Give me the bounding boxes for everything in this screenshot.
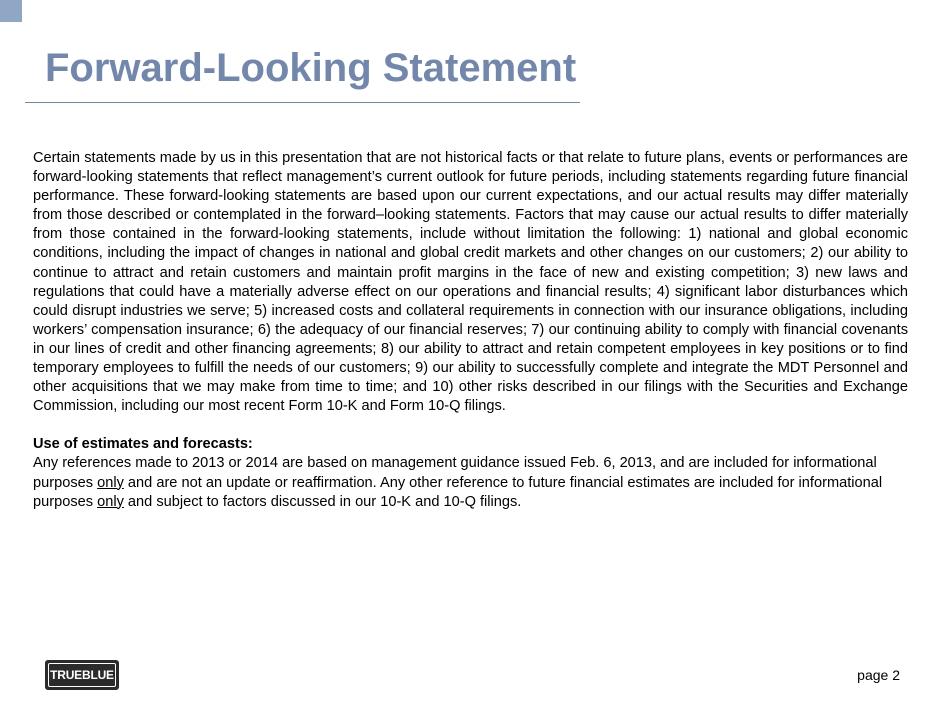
- slide-title: Forward-Looking Statement: [45, 46, 577, 90]
- estimates-heading: Use of estimates and forecasts:: [33, 436, 253, 453]
- title-divider: [25, 102, 580, 103]
- estimates-text-part2: and are not an update or reaffirmation. Any other reference to future financial estimates are included for informational purposes: [33, 474, 883, 510]
- estimates-emphasis-only-2: only: [97, 493, 124, 510]
- trueblue-logo: [45, 660, 119, 690]
- estimates-emphasis-only-1: only: [97, 474, 124, 491]
- estimates-text-part3: and subject to factors discussed in our 10-K and 10-Q filings.: [123, 493, 522, 510]
- slide-body: [33, 149, 908, 512]
- page-number: page 2: [857, 667, 900, 683]
- logo-wordmark: TRUEBLUE: [48, 663, 116, 687]
- estimates-paragraph: [33, 454, 908, 511]
- forward-looking-paragraph: Certain statements made by us in this presentation that are not historical facts or that relate to future plans, events or performances are forward-looking statements that reflect management’s current outlook for future periods, including statements regarding future financial performance. These forward-looking statements are based upon our current expectations, and our actual results may differ materially from those described or contemplated in the forward–looking statements. Factors that may cause our actual results to differ materially from those contained in the forward-looking statements, include without limitation the following: 1) national and global economic conditions, including the impact of changes in national and global credit markets and other changes on our customers; 2) our ability to continue to attract and retain customers and maintain profit margins in the face of new and existing competition; 3) new laws and regulations that could have a materially adverse effect on our operations and financial results; 4) significant labor disturbances which could disrupt industries we serve; 5) increased costs and collateral requirements in connection with our insurance obligations, including workers’ compensation insurance; 6) the adequacy of our financial reserves; 7) our continuing ability to comply with financial covenants in our lines of credit and other financing agreements; 8) our ability to attract and retain competent employees in key positions or to find temporary employees to fulfill the needs of our customers; 9) our ability to successfully complete and integrate the MDT Personnel and other acquisitions that we may make from time to time; and 10) other risks described in our filings with the Securities and Exchange Commission, including our most recent Form 10-K and Form 10-Q filings.: [33, 150, 908, 415]
- estimates-text-part1: Any references made to 2013 or 2014 are based on management guidance issued Feb. 6, 2013, and are included for informational purposes: [33, 455, 877, 491]
- corner-accent-square: [0, 0, 22, 22]
